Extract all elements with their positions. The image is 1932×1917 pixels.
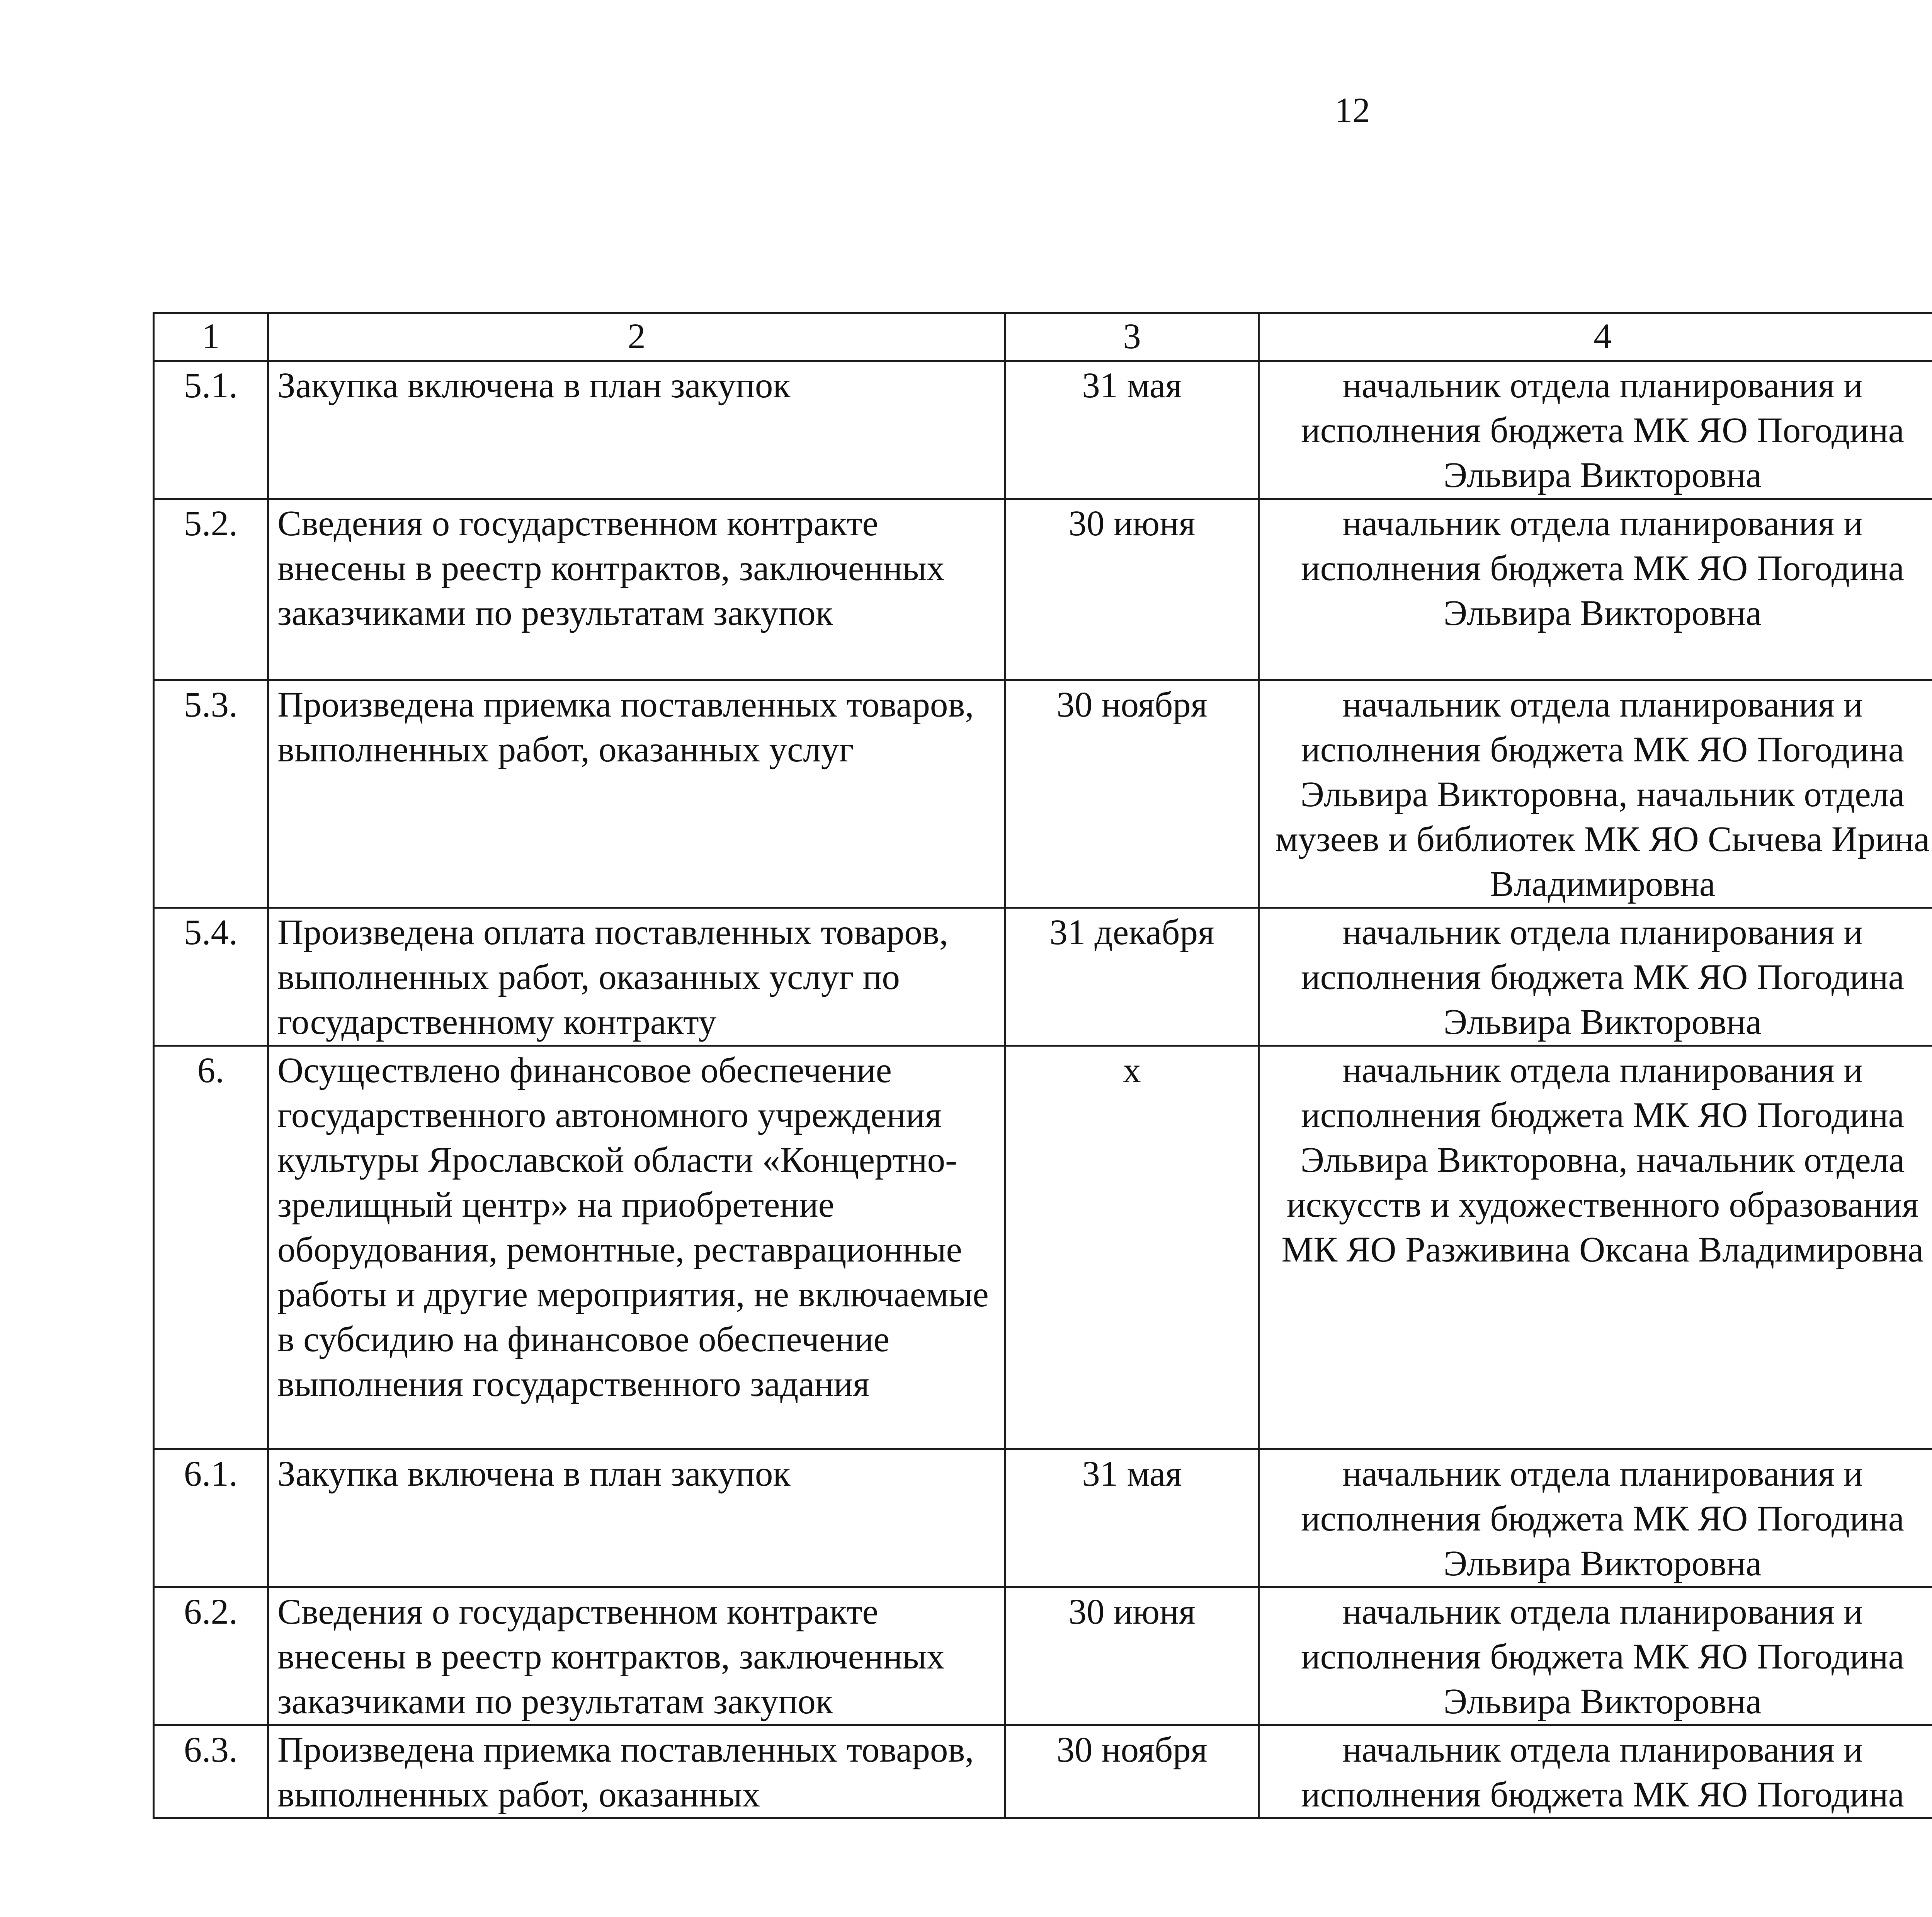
responsible-cell: начальник отдела планирования и исполнения бюджета МК ЯО Погодина (1259, 1725, 1932, 1818)
row-number: 6.3. (154, 1725, 268, 1818)
table-row (154, 1725, 1932, 1818)
event-cell: Сведения о государственном контракте внесены в реестр контрактов, заключенных заказчиками по результатам закупок (268, 499, 1005, 680)
date-cell: 30 ноября (1005, 680, 1259, 908)
date-cell: 30 ноября (1005, 1725, 1259, 1818)
column-header: 2 (268, 313, 1005, 361)
date-cell: 31 декабря (1005, 908, 1259, 1046)
table-row (154, 908, 1932, 1046)
row-number: 5.4. (154, 908, 268, 1046)
column-header: 3 (1005, 313, 1259, 361)
table-row (154, 680, 1932, 908)
column-header: 4 (1259, 313, 1932, 361)
plan-table (153, 312, 1932, 1819)
page-number: 12 (1335, 90, 1370, 130)
date-cell: 30 июня (1005, 1587, 1259, 1725)
date-cell: 31 мая (1005, 1449, 1259, 1587)
responsible-cell: начальник отдела планирования и исполнения бюджета МК ЯО Погодина Эльвира Викторовна (1259, 499, 1932, 680)
event-cell: Произведена приемка поставленных товаров, выполненных работ, оказанных услуг (268, 680, 1005, 908)
row-number: 6.2. (154, 1587, 268, 1725)
table-row (154, 361, 1932, 499)
date-cell: 31 мая (1005, 361, 1259, 499)
row-number: 6. (154, 1046, 268, 1449)
row-number: 6.1. (154, 1449, 268, 1587)
plan-table-container (153, 312, 1932, 1819)
event-cell: Закупка включена в план закупок (268, 361, 1005, 499)
row-number: 5.3. (154, 680, 268, 908)
table-header-row (154, 313, 1932, 361)
event-cell: Произведена оплата поставленных товаров, выполненных работ, оказанных услуг по государственному контракту (268, 908, 1005, 1046)
event-cell: Произведена приемка поставленных товаров, выполненных работ, оказанных (268, 1725, 1005, 1818)
event-cell: Сведения о государственном контракте внесены в реестр контрактов, заключенных заказчиками по результатам закупок (268, 1587, 1005, 1725)
table-row (154, 1587, 1932, 1725)
table-row (154, 1449, 1932, 1587)
event-cell: Осуществлено финансовое обеспечение государственного автономного учреждения культуры Ярославской области «Концертно-зрелищный центр» на приобретение оборудования, ремонтные, реставрационные работы и другие мероприятия, не включаемые в субсидию на финансовое обеспечение выполнения государственного задания (268, 1046, 1005, 1449)
table-row (154, 499, 1932, 680)
responsible-cell: начальник отдела планирования и исполнения бюджета МК ЯО Погодина Эльвира Викторовна (1259, 1587, 1932, 1725)
responsible-cell: начальник отдела планирования и исполнения бюджета МК ЯО Погодина Эльвира Викторовна (1259, 361, 1932, 499)
responsible-cell: начальник отдела планирования и исполнения бюджета МК ЯО Погодина Эльвира Викторовна (1259, 1449, 1932, 1587)
table-row (154, 1046, 1932, 1449)
responsible-cell: начальник отдела планирования и исполнения бюджета МК ЯО Погодина Эльвира Викторовна, начальник отдела музеев и библиотек МК ЯО Сычева Ирина Владимировна (1259, 680, 1932, 908)
column-header: 1 (154, 313, 268, 361)
event-cell: Закупка включена в план закупок (268, 1449, 1005, 1587)
row-number: 5.1. (154, 361, 268, 499)
date-cell: 30 июня (1005, 499, 1259, 680)
responsible-cell: начальник отдела планирования и исполнения бюджета МК ЯО Погодина Эльвира Викторовна, начальник отдела искусств и художественного образования МК ЯО Разживина Оксана Владимировна (1259, 1046, 1932, 1449)
row-number: 5.2. (154, 499, 268, 680)
date-cell: х (1005, 1046, 1259, 1449)
responsible-cell: начальник отдела планирования и исполнения бюджета МК ЯО Погодина Эльвира Викторовна (1259, 908, 1932, 1046)
